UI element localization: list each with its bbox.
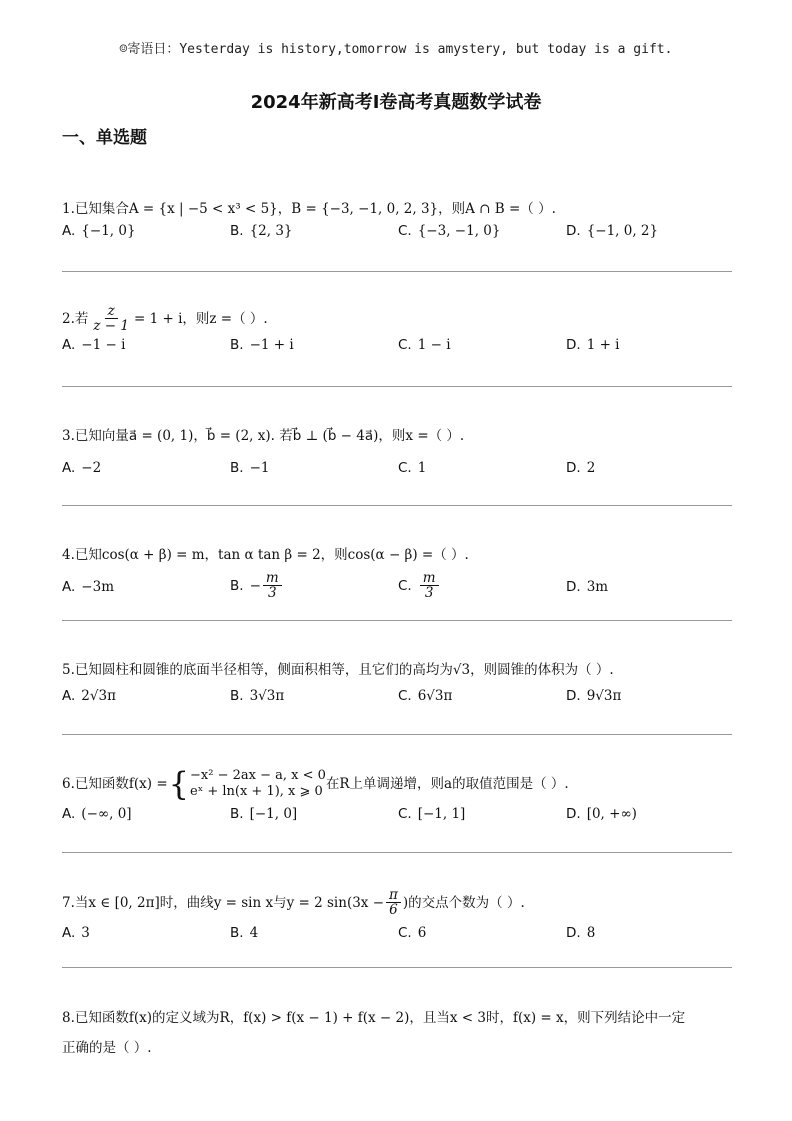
options-row <box>62 925 732 949</box>
options-row <box>62 806 732 830</box>
option-b[interactable] <box>230 571 284 600</box>
option-label: B. <box>230 223 244 239</box>
options-row <box>62 571 732 603</box>
page-title: 2024年新高考Ⅰ卷高考真题数学试卷 <box>250 92 542 113</box>
fraction-numerator: z <box>105 304 118 319</box>
option-label: A. <box>62 579 76 595</box>
option-text: 3m <box>586 579 609 595</box>
option-label: A. <box>62 337 76 353</box>
question-divider <box>62 734 732 735</box>
fraction-numerator: m <box>420 571 439 586</box>
option-c[interactable] <box>398 688 452 704</box>
question-divider <box>62 271 732 272</box>
option-d[interactable] <box>566 925 595 941</box>
option-text: −1 <box>249 460 270 476</box>
option-b[interactable] <box>230 806 297 822</box>
option-label: D. <box>566 806 581 822</box>
question-divider <box>62 967 732 968</box>
option-label: D. <box>566 688 581 704</box>
question-stem-continued: 正确的是（ ）. <box>62 1040 152 1056</box>
option-label: B. <box>230 925 244 941</box>
option-label: D. <box>566 579 581 595</box>
option-text: 1 + i <box>586 337 620 353</box>
option-text: 3 <box>81 925 90 941</box>
question-stem <box>62 304 732 333</box>
stem-text: 2.若 <box>62 310 89 327</box>
option-d[interactable] <box>566 223 658 239</box>
option-label: A. <box>62 460 76 476</box>
question-stem: 1.已知集合A = {x | −5 < x³ < 5}，B = {−3, −1, 0, 2, 3}，则A ∩ B =（ ）. <box>62 201 556 217</box>
fraction <box>90 304 132 333</box>
fraction-denominator: 3 <box>267 585 277 601</box>
option-b[interactable] <box>230 223 293 239</box>
option-b[interactable] <box>230 460 269 476</box>
option-label: C. <box>398 460 412 476</box>
options-row <box>62 223 732 247</box>
option-text: −3m <box>81 579 114 595</box>
option-a[interactable] <box>62 579 114 595</box>
option-text: [−1, 1] <box>417 806 466 822</box>
question-4 <box>62 545 732 603</box>
question-stem: 3.已知向量a⃗ = (0, 1)，b⃗ = (2, x). 若b⃗ ⊥ (b⃗ − 4a⃗)，则x =（ ）. <box>62 428 465 444</box>
header-motto: ☺寄语日：Yesterday is history,tomorrow is amystery, but today is a gift. <box>119 42 673 57</box>
option-a[interactable] <box>62 460 101 476</box>
option-d[interactable] <box>566 579 608 595</box>
question-6 <box>62 765 732 830</box>
option-label: C. <box>398 337 412 353</box>
option-a[interactable] <box>62 688 116 704</box>
option-label: C. <box>398 577 412 594</box>
question-divider <box>62 852 732 853</box>
option-c[interactable] <box>398 223 500 239</box>
question-stem <box>62 765 732 803</box>
option-c[interactable] <box>398 925 426 941</box>
option-text: (−∞, 0] <box>81 806 132 822</box>
question-7 <box>62 888 732 949</box>
option-label: B. <box>230 806 244 822</box>
option-d[interactable] <box>566 337 620 353</box>
option-a[interactable] <box>62 337 125 353</box>
option-text: 1 <box>417 460 427 476</box>
question-5 <box>62 660 732 712</box>
option-label: D. <box>566 925 581 941</box>
option-label: A. <box>62 223 76 239</box>
section-heading: 一、单选题 <box>62 128 147 148</box>
fraction <box>263 571 282 600</box>
option-c[interactable] <box>398 460 426 476</box>
fraction-denominator: z − 1 <box>93 318 129 334</box>
option-text: {−3, −1, 0} <box>417 223 501 239</box>
option-label: C. <box>398 925 412 941</box>
option-text: − <box>249 577 261 594</box>
question-2 <box>62 304 732 361</box>
option-a[interactable] <box>62 223 136 239</box>
question-stem <box>62 888 732 917</box>
options-row <box>62 337 732 361</box>
option-text: 6√3π <box>417 688 453 704</box>
option-b[interactable] <box>230 337 294 353</box>
question-1 <box>62 199 732 247</box>
option-text: [−1, 0] <box>249 806 298 822</box>
option-label: D. <box>566 337 581 353</box>
option-text: 9√3π <box>586 688 622 704</box>
fraction-denominator: 6 <box>389 902 398 918</box>
option-c[interactable] <box>398 337 451 353</box>
options-row <box>62 460 732 484</box>
question-divider <box>62 505 732 506</box>
option-text: [0, +∞) <box>586 806 637 822</box>
option-a[interactable] <box>62 925 90 941</box>
option-text: {−1, 0} <box>81 223 136 239</box>
question-stem: 4.已知cos(α + β) = m，tan α tan β = 2，则cos(α − β) =（ ）. <box>62 547 469 563</box>
option-label: B. <box>230 460 244 476</box>
question-3 <box>62 426 732 484</box>
option-d[interactable] <box>566 460 595 476</box>
option-label: D. <box>566 460 581 476</box>
option-label: A. <box>62 806 76 822</box>
option-label: C. <box>398 806 412 822</box>
option-text: 3√3π <box>249 688 285 704</box>
option-text: 8 <box>586 925 596 941</box>
question-divider <box>62 386 732 387</box>
question-divider <box>62 620 732 621</box>
stem-text: = 1 + i，则z =（ ）. <box>134 310 268 327</box>
option-d[interactable] <box>566 688 621 704</box>
option-label: A. <box>62 688 76 704</box>
option-label: B. <box>230 577 244 594</box>
option-text: 2√3π <box>81 688 116 704</box>
option-text: −1 + i <box>249 337 294 353</box>
option-a[interactable] <box>62 806 132 822</box>
option-label: B. <box>230 688 244 704</box>
case-1: −x² − 2ax − a, x < 0 <box>190 768 326 783</box>
option-label: C. <box>398 688 412 704</box>
stem-text: 在R上单调递增，则a的取值范围是（ ）. <box>325 776 569 792</box>
option-label: A. <box>62 925 76 941</box>
option-text: {2, 3} <box>249 223 293 239</box>
option-text: −1 − i <box>81 337 126 353</box>
option-c[interactable] <box>398 806 465 822</box>
option-text: 1 − i <box>417 337 451 353</box>
option-text: 6 <box>417 925 427 941</box>
fraction <box>420 571 439 600</box>
question-stem: 8.已知函数f(x)的定义域为R，f(x) > f(x − 1) + f(x − 2)，且当x < 3时，f(x) = x，则下列结论中一定 <box>62 1010 686 1026</box>
option-b[interactable] <box>230 688 284 704</box>
option-d[interactable] <box>566 806 637 822</box>
case-2: eˣ + ln(x + 1), x ⩾ 0 <box>190 784 323 799</box>
option-text: −2 <box>81 460 102 476</box>
option-label: C. <box>398 223 412 239</box>
option-text: {−1, 0, 2} <box>586 223 659 239</box>
stem-text: 7.当x ∈ [0, 2π]时，曲线y = sin x与y = 2 sin(3x − <box>62 894 385 911</box>
option-b[interactable] <box>230 925 258 941</box>
option-label: B. <box>230 337 244 353</box>
question-stem: 5.已知圆柱和圆锥的底面半径相等，侧面积相等，且它们的高均为√3，则圆锥的体积为（ ）. <box>62 662 614 678</box>
options-row <box>62 688 732 712</box>
piecewise-cases <box>190 768 326 800</box>
option-c[interactable] <box>398 571 441 600</box>
fraction-numerator: π <box>386 888 401 903</box>
option-text: 4 <box>249 925 259 941</box>
option-label: D. <box>566 223 581 239</box>
stem-text: 6.已知函数f(x) = <box>62 776 168 792</box>
stem-text: )的交点个数为（ ）. <box>402 894 525 911</box>
question-8 <box>62 1008 732 1058</box>
left-brace-icon: { <box>168 765 189 803</box>
fraction <box>386 888 401 917</box>
fraction-denominator: 3 <box>424 585 434 601</box>
option-text: 2 <box>586 460 596 476</box>
fraction-numerator: m <box>263 571 282 586</box>
